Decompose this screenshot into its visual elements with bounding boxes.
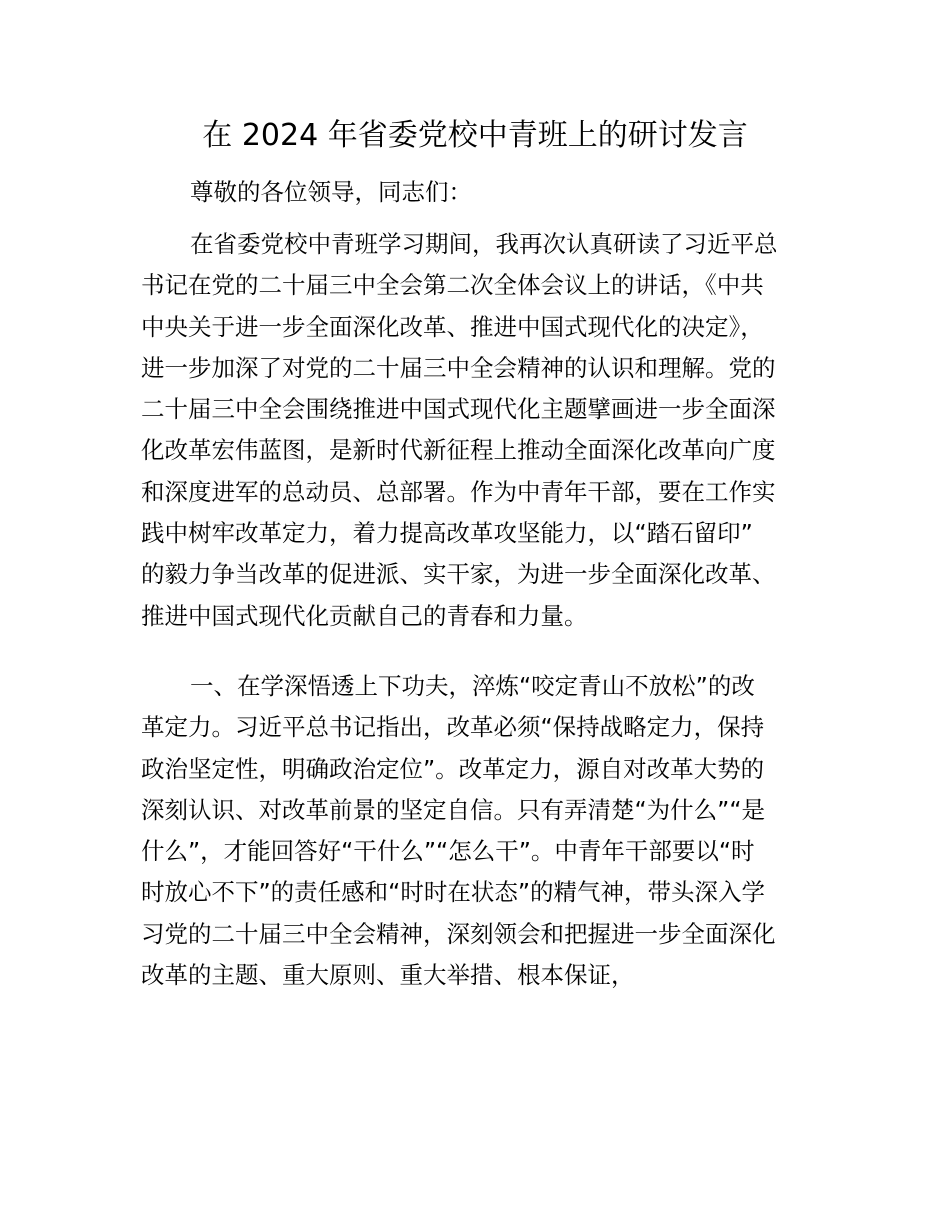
document-title: 在 2024 年省委党校中青班上的研讨发言 xyxy=(202,118,748,153)
paragraph-line: 中央关于进一步全面深化改革、推进中国式现代化的决定》， xyxy=(141,312,764,341)
paragraph-line: 的毅力争当改革的促进派、实干家，为进一步全面深化改革、 xyxy=(141,560,776,589)
paragraph-line: 深刻认识、对改革前景的坚定自信。只有弄清楚“为什么”“是 xyxy=(141,795,766,824)
paragraph-line: 推进中国式现代化贡献自己的青春和力量。 xyxy=(141,601,588,630)
paragraph-line: 进一步加深了对党的二十届三中全会精神的认识和理解。党的 xyxy=(141,353,776,382)
paragraph-line: 习党的二十届三中全会精神，深刻领会和把握进一步全面深化 xyxy=(141,919,776,948)
paragraph-line: 书记在党的二十届三中全会第二次全体会议上的讲话，《中共 xyxy=(141,271,764,300)
paragraph-section-one xyxy=(141,666,821,996)
paragraph-intro xyxy=(141,224,821,637)
paragraph-line: 革定力。习近平总书记指出，改革必须“保持战略定力，保持 xyxy=(141,713,765,742)
paragraph-line: 化改革宏伟蓝图，是新时代新征程上推动全面深化改革向广度 xyxy=(141,436,776,465)
paragraph-line: 二十届三中全会围绕推进中国式现代化主题擘画进一步全面深 xyxy=(141,395,776,424)
paragraph-line: 改革的主题、重大原则、重大举措、根本保证， xyxy=(141,961,635,990)
paragraph-line: 一、在学深悟透上下功夫，淬炼“咬定青山不放松”的改 xyxy=(190,672,755,700)
paragraph-line: 什么”，才能回答好“干什么”“怎么干”。中青年干部要以“时 xyxy=(141,837,755,866)
paragraph-line: 时放心不下”的责任感和“时时在状态”的精气神，带头深入学 xyxy=(141,878,766,907)
salutation: 尊敬的各位领导，同志们： xyxy=(190,178,472,206)
paragraph-line: 在省委党校中青班学习期间，我再次认真研读了习近平总 xyxy=(190,230,778,258)
paragraph-line: 践中树牢改革定力，着力提高改革攻坚能力，以“踏石留印” xyxy=(141,519,753,548)
paragraph-line: 和深度进军的总动员、总部署。作为中青年干部，要在工作实 xyxy=(141,477,776,506)
paragraph-line: 政治坚定性，明确政治定位”。改革定力，源自对改革大势的 xyxy=(141,754,765,783)
